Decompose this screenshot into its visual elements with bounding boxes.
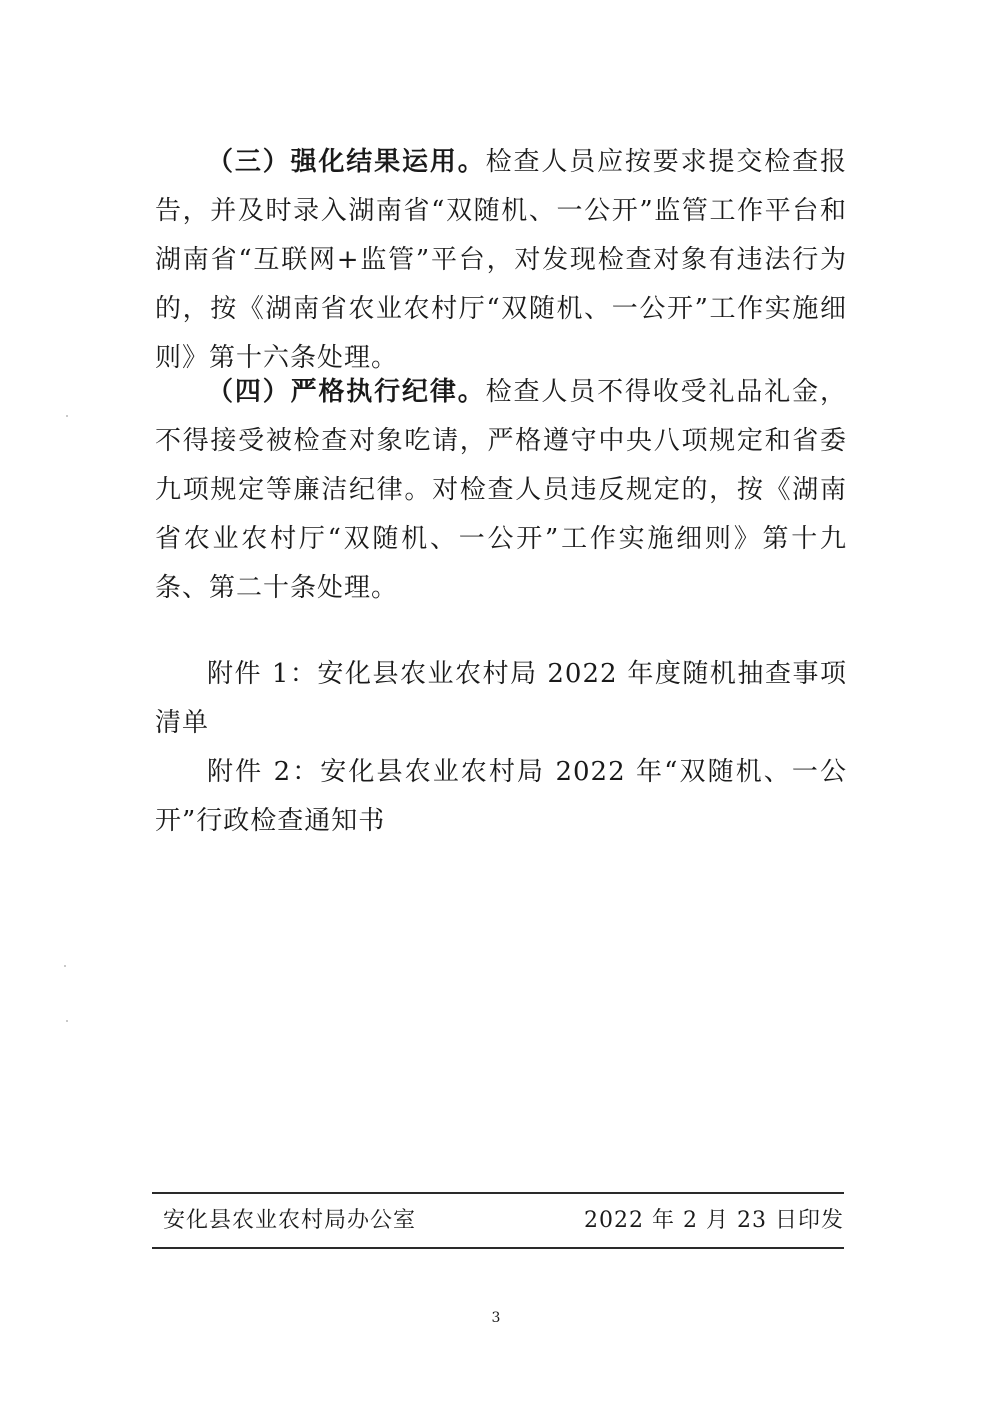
scan-speck [66, 1020, 68, 1022]
attachment-item-2: 附件 2：安化县农业农村局 2022 年“双随机、一公开”行政检查通知书 [155, 757, 847, 836]
scan-speck [64, 965, 66, 967]
section-paragraph-3 [155, 138, 847, 383]
section-heading-4: （四）严格执行纪律。 [207, 377, 486, 407]
scan-speck [66, 415, 68, 417]
section-paragraph-4 [155, 368, 847, 613]
attachment-item-1: 附件 1：安化县农业农村局 2022 年度随机抽查事项清单 [155, 659, 847, 738]
footer-rule-top [152, 1192, 844, 1194]
section-body-3: 检查人员应按要求提交检查报告，并及时录入湖南省“双随机、一公开”监管工作平台和湖南省“互联网+监管”平台，对发现检查对象有违法行为的，按《湖南省农业农村厅“双随机、一公开”工作实施细则》第十六条处理。 [155, 147, 847, 373]
page-number: 3 [491, 1310, 501, 1326]
issue-date: 2022 年 2 月 23 日印发 [584, 1208, 844, 1233]
footer-rule-bottom [152, 1247, 844, 1249]
section-body-4: 检查人员不得收受礼品礼金，不得接受被检查对象吃请，严格遵守中央八项规定和省委九项规定等廉洁纪律。对检查人员违反规定的，按《湖南省农业农村厅“双随机、一公开”工作实施细则》第十九条、第二十条处理。 [155, 377, 847, 603]
attachments-list [155, 650, 847, 846]
issuing-office: 安化县农业农村局办公室 [163, 1208, 417, 1233]
section-heading-3: （三）强化结果运用。 [207, 147, 486, 177]
